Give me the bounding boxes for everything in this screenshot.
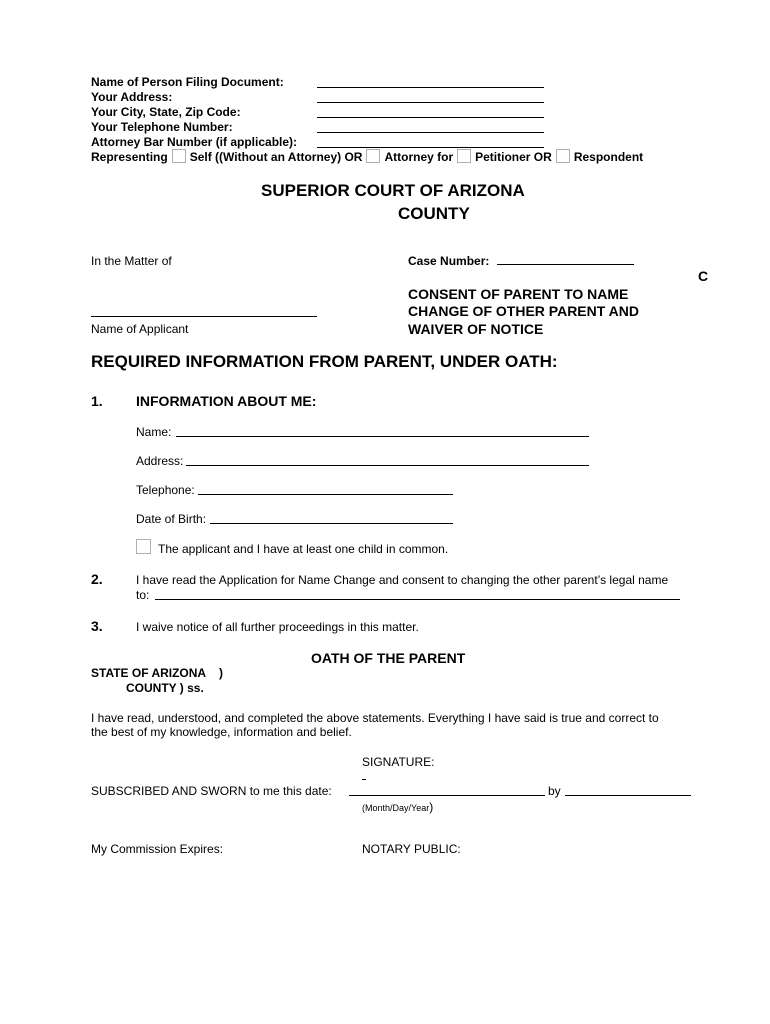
address-field[interactable]: [186, 453, 589, 466]
filer-city-field[interactable]: [317, 105, 544, 118]
petitioner-label: Petitioner OR: [475, 150, 552, 164]
address-label: Address:: [136, 454, 184, 468]
notary-label: NOTARY PUBLIC:: [362, 842, 461, 856]
respondent-checkbox[interactable]: [556, 149, 570, 163]
county-line: COUNTY ) ss.: [126, 681, 204, 695]
filer-phone-label: Your Telephone Number:: [91, 120, 233, 134]
sworn-label: SUBSCRIBED AND SWORN to me this date:: [91, 784, 332, 798]
date-hint-close: ): [429, 800, 434, 814]
doc-title-line-1: CONSENT OF PARENT TO NAME: [408, 286, 629, 302]
name-label: Name:: [136, 425, 172, 439]
date-hint: [362, 798, 433, 816]
sworn-date-field[interactable]: [349, 783, 545, 796]
case-suffix: C: [698, 268, 709, 284]
filer-bar-field[interactable]: [317, 135, 544, 148]
applicant-label: Name of Applicant: [91, 322, 189, 336]
required-heading: REQUIRED INFORMATION FROM PARENT, UNDER OATH:: [91, 352, 558, 371]
section-1-number: 1.: [91, 393, 103, 409]
matter-label: In the Matter of: [91, 254, 172, 268]
filer-bar-label: Attorney Bar Number (if applicable):: [91, 135, 298, 149]
signature-label: SIGNATURE:: [362, 755, 435, 769]
filer-address-field[interactable]: [317, 90, 544, 103]
section-1-heading: INFORMATION ABOUT ME:: [136, 393, 317, 409]
commission-label: My Commission Expires:: [91, 842, 224, 856]
representing-row: [91, 149, 643, 165]
section-3-text: I waive notice of all further proceedings in this matter.: [136, 620, 419, 634]
date-hint-text: (Month/Day/Year: [362, 803, 430, 813]
respondent-label: Respondent: [573, 150, 644, 164]
oath-heading: OATH OF THE PARENT: [311, 650, 466, 666]
name-field[interactable]: [176, 424, 589, 437]
self-label: Self ((Without an Attorney) OR: [189, 150, 363, 164]
signature-mark: [362, 779, 366, 780]
oath-statement-line-1: I have read, understood, and completed the above statements. Everything I have said is true and correct to: [91, 711, 659, 725]
case-number-field[interactable]: [497, 252, 634, 265]
by-label: by: [548, 784, 561, 798]
section-2-number: 2.: [91, 571, 103, 587]
petitioner-checkbox[interactable]: [457, 149, 471, 163]
section-2-text-line-2: to:: [136, 588, 150, 602]
attorney-label: Attorney for: [384, 150, 454, 164]
section-3-number: 3.: [91, 618, 103, 634]
filer-address-label: Your Address:: [91, 90, 173, 104]
telephone-label: Telephone:: [136, 483, 195, 497]
oath-statement-line-2: the best of my knowledge, information and belief.: [91, 725, 352, 739]
dob-label: Date of Birth:: [136, 512, 207, 526]
filer-name-field[interactable]: [317, 75, 544, 88]
dob-field[interactable]: [210, 511, 453, 524]
applicant-name-field[interactable]: [91, 304, 317, 317]
self-checkbox[interactable]: [172, 149, 186, 163]
state-line: STATE OF ARIZONA ): [91, 666, 223, 680]
attorney-checkbox[interactable]: [366, 149, 380, 163]
filer-city-label: Your City, State, Zip Code:: [91, 105, 241, 119]
common-child-checkbox[interactable]: [136, 539, 151, 554]
doc-title-line-3: WAIVER OF NOTICE: [408, 321, 544, 337]
representing-label: Representing: [91, 150, 168, 164]
common-child-label: The applicant and I have at least one child in common.: [158, 542, 449, 556]
section-2-text-line-1: I have read the Application for Name Change and consent to changing the other parent’s legal name: [136, 573, 669, 587]
sworn-by-field[interactable]: [565, 783, 691, 796]
telephone-field[interactable]: [198, 482, 453, 495]
new-name-field[interactable]: [155, 587, 680, 600]
doc-title-line-2: CHANGE OF OTHER PARENT AND: [408, 303, 639, 319]
filer-name-label: Name of Person Filing Document:: [91, 75, 284, 89]
court-title: SUPERIOR COURT OF ARIZONA: [261, 181, 525, 200]
filer-phone-field[interactable]: [317, 120, 544, 133]
case-number-label: Case Number:: [408, 254, 490, 268]
court-county: COUNTY: [398, 204, 470, 223]
